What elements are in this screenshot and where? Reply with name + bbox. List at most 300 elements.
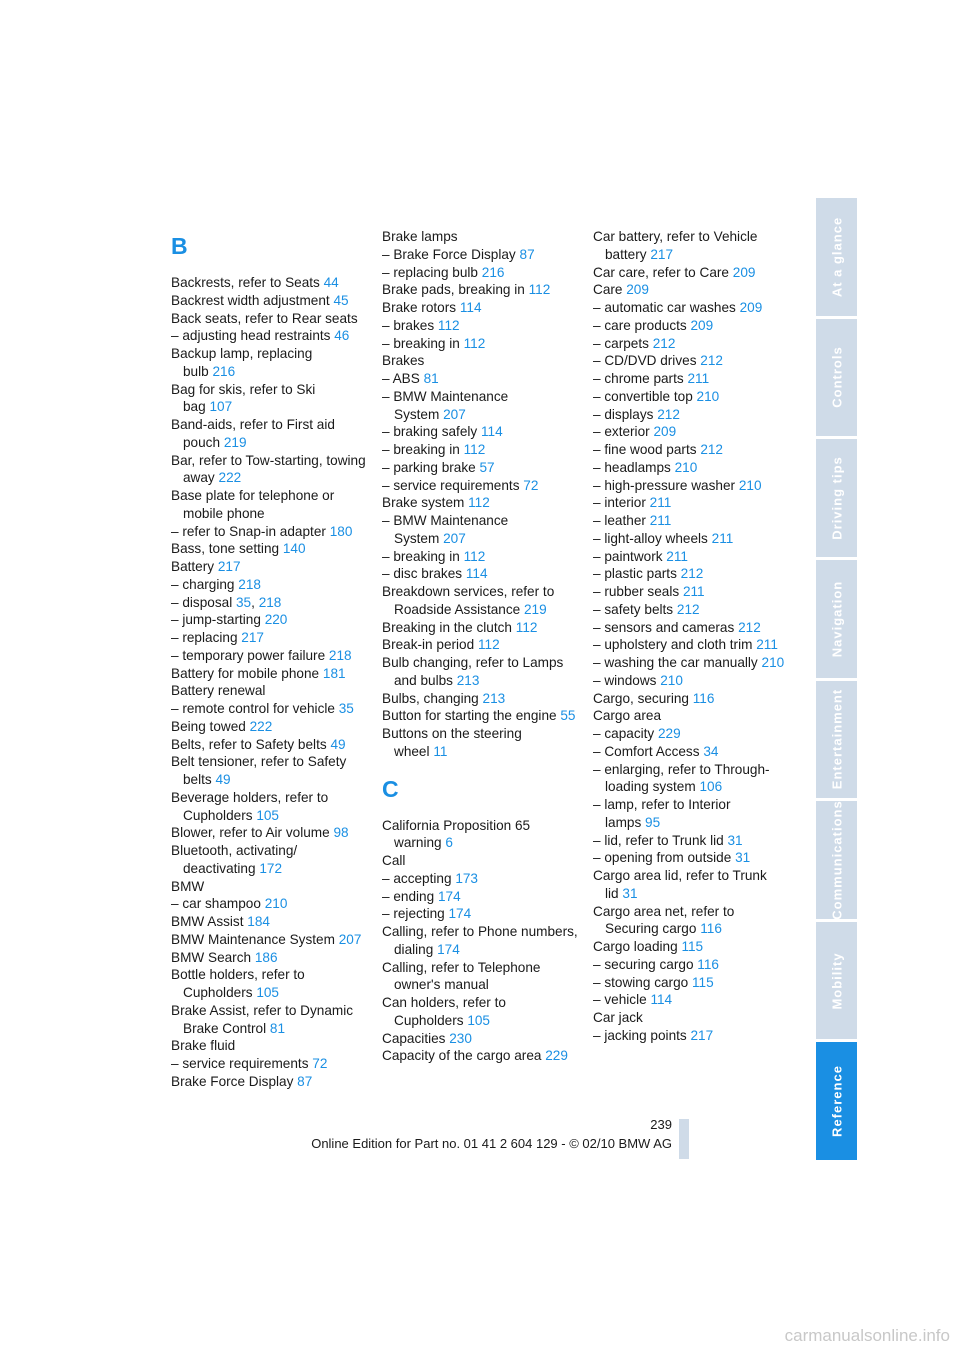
page-reference-link[interactable]: 218 bbox=[258, 594, 282, 610]
page-reference-link[interactable]: 81 bbox=[269, 1020, 286, 1036]
index-entry-text: – adjusting head restraints bbox=[171, 328, 331, 344]
page-reference-link[interactable]: 217 bbox=[650, 246, 674, 262]
page-reference-link[interactable]: 106 bbox=[699, 779, 723, 795]
index-entry-text: Cargo area net, refer to Securing cargo bbox=[593, 903, 735, 937]
index-entry-text: Cargo area lid, refer to Trunk lid bbox=[593, 868, 767, 901]
index-column-1 bbox=[171, 228, 367, 1091]
index-entry-text: Call bbox=[382, 853, 406, 868]
index-entry-text: – charging bbox=[171, 576, 235, 592]
page-reference-link[interactable]: 172 bbox=[259, 860, 283, 876]
page-reference-link[interactable]: 105 bbox=[256, 807, 279, 823]
page-reference-link[interactable]: 212 bbox=[680, 566, 704, 582]
index-entry bbox=[171, 611, 367, 629]
page-reference-link[interactable]: 112 bbox=[463, 442, 486, 457]
index-column-2 bbox=[382, 228, 578, 1065]
index-entry bbox=[593, 1009, 789, 1027]
page-reference-link[interactable]: 87 bbox=[297, 1073, 313, 1089]
index-entry-text: – headlamps bbox=[593, 459, 671, 475]
index-entry bbox=[382, 565, 578, 583]
index-entry-text: Belt tensioner, refer to Safety belts bbox=[171, 754, 347, 787]
index-entry-text: Band-aids, refer to First aid pouch bbox=[171, 417, 335, 450]
index-entry-text: – light-alloy wheels bbox=[593, 530, 708, 546]
page-reference-link[interactable]: 212 bbox=[652, 335, 676, 351]
page-reference-link[interactable]: 217 bbox=[690, 1027, 714, 1043]
page-reference-link[interactable]: 49 bbox=[215, 772, 231, 787]
page-reference-link[interactable]: 114 bbox=[650, 992, 673, 1008]
index-entry-text: Brake system bbox=[382, 495, 465, 511]
page-reference-link[interactable]: 229 bbox=[658, 726, 681, 741]
index-entry bbox=[171, 1037, 367, 1055]
index-entry-text: – disc brakes bbox=[382, 566, 463, 582]
sidebar-tab-driving-tips[interactable] bbox=[816, 439, 857, 557]
sidebar-tab-label: Driving tips bbox=[829, 456, 844, 540]
index-entry bbox=[593, 264, 789, 282]
index-entry bbox=[593, 335, 789, 353]
page-reference-link[interactable]: 210 bbox=[761, 655, 785, 670]
index-entry bbox=[171, 576, 367, 594]
page-reference-link[interactable]: 112 bbox=[515, 619, 538, 635]
index-entry bbox=[593, 672, 789, 690]
index-entry-text: – carpets bbox=[593, 335, 649, 351]
page-reference-link[interactable]: 55 bbox=[560, 708, 576, 724]
index-entry bbox=[171, 523, 367, 541]
index-entry-text: Calling, refer to Phone numbers, dialing bbox=[382, 924, 578, 957]
index-entry-text: – capacity bbox=[593, 726, 655, 741]
index-entry-text: – sensors and cameras bbox=[593, 619, 735, 635]
sidebar-tab-label: Mobility bbox=[829, 952, 844, 1010]
index-entry-text: – replacing bulb bbox=[382, 264, 478, 280]
page-reference-link[interactable]: 184 bbox=[247, 914, 270, 929]
sidebar-tab-communications[interactable] bbox=[816, 801, 857, 919]
page-reference-link[interactable]: 174 bbox=[448, 906, 472, 922]
page-reference-link[interactable]: 209 bbox=[732, 264, 756, 280]
index-entry-text: – stowing cargo bbox=[593, 974, 689, 990]
index-entry bbox=[382, 923, 578, 959]
index-entry-text: Can holders, refer to Cupholders bbox=[382, 995, 506, 1028]
index-entry bbox=[593, 707, 789, 725]
index-entry bbox=[382, 299, 578, 317]
page-reference-link[interactable]: 116 bbox=[700, 921, 722, 937]
index-entry-text: Bar, refer to Tow-starting, towing away bbox=[171, 452, 366, 486]
page-reference-link[interactable]: 57 bbox=[479, 459, 495, 475]
page-number: 239 bbox=[650, 1117, 672, 1132]
index-entry bbox=[382, 852, 578, 870]
index-entry bbox=[382, 388, 578, 424]
page-reference-link[interactable]: 210 bbox=[264, 896, 288, 912]
index-entry bbox=[593, 725, 789, 743]
page-reference-link[interactable]: 72 bbox=[523, 477, 539, 493]
index-entry bbox=[382, 317, 578, 335]
index-entry bbox=[593, 512, 789, 530]
page-reference-link[interactable]: 44 bbox=[323, 275, 339, 290]
page-reference-link[interactable]: 216 bbox=[481, 264, 505, 280]
index-entry bbox=[382, 459, 578, 477]
page-reference-link[interactable]: 95 bbox=[645, 814, 661, 830]
index-entry bbox=[382, 228, 578, 246]
page-reference-link[interactable]: 81 bbox=[423, 371, 439, 386]
index-entry-text: – disposal bbox=[171, 594, 233, 610]
sidebar-tab-navigation[interactable] bbox=[816, 560, 857, 678]
index-entry-text: – automatic car washes bbox=[593, 300, 736, 315]
index-entry-text: – opening from outside bbox=[593, 850, 732, 866]
index-entry bbox=[382, 352, 578, 370]
index-entry-text: Bulb changing, refer to Lamps and bulbs bbox=[382, 655, 564, 688]
page-reference-link[interactable]: 230 bbox=[449, 1030, 472, 1046]
page-reference-link[interactable]: 212 bbox=[738, 619, 761, 635]
page-reference-link[interactable]: 6 bbox=[445, 835, 453, 851]
index-entry bbox=[382, 690, 578, 708]
page-reference-link[interactable]: 209 bbox=[739, 300, 763, 315]
index-entry bbox=[593, 991, 789, 1009]
index-entry bbox=[171, 753, 367, 789]
page-reference-link[interactable]: 217 bbox=[217, 559, 241, 574]
index-entry bbox=[593, 583, 789, 601]
page-reference-link[interactable]: 210 bbox=[674, 459, 698, 475]
page-reference-link[interactable]: 174 bbox=[437, 888, 461, 904]
sidebar-tab-reference[interactable] bbox=[816, 1042, 857, 1160]
index-entry-text: – washing the car manually bbox=[593, 655, 758, 670]
index-entry-text: Breaking in the clutch bbox=[382, 619, 512, 635]
index-entry-text: – Brake Force Display bbox=[382, 246, 516, 262]
index-entry-text: – plastic parts bbox=[593, 566, 677, 582]
index-entry bbox=[382, 246, 578, 264]
index-entry-text: BMW bbox=[171, 878, 205, 894]
page-reference-link[interactable]: 222 bbox=[218, 470, 242, 486]
index-entry bbox=[382, 817, 578, 853]
page-reference-link[interactable]: 212 bbox=[700, 353, 723, 369]
index-entry-text: Brake Assist, refer to Dynamic Brake Control bbox=[171, 1002, 354, 1036]
index-entry bbox=[382, 264, 578, 282]
index-entry bbox=[593, 548, 789, 566]
index-entry-text: Buttons on the steering wheel bbox=[382, 726, 522, 759]
page-reference-link[interactable]: 173 bbox=[455, 870, 478, 886]
page-reference-link[interactable]: 174 bbox=[437, 941, 460, 957]
index-entry-text: Being towed bbox=[171, 718, 246, 734]
index-entry bbox=[382, 905, 578, 923]
index-entry bbox=[593, 370, 789, 388]
index-entry-text: – brakes bbox=[382, 317, 435, 333]
index-entry-text: – safety belts bbox=[593, 601, 674, 617]
index-entry-text: Back seats, refer to Rear seats bbox=[171, 310, 358, 326]
index-entry-text: BMW Maintenance System bbox=[171, 931, 335, 947]
index-entry bbox=[593, 317, 789, 335]
index-entry bbox=[171, 665, 367, 683]
page-reference-link[interactable]: 114 bbox=[459, 300, 482, 315]
index-entry bbox=[171, 682, 367, 700]
index-entry-text: Battery renewal bbox=[171, 683, 266, 699]
page-reference-link[interactable]: 31 bbox=[622, 885, 638, 901]
index-entry-text: Blower, refer to Air volume bbox=[171, 825, 330, 841]
sidebar-tab-label: Communications bbox=[829, 800, 844, 920]
sidebar-tab-label: Entertainment bbox=[829, 689, 844, 790]
index-entry bbox=[593, 565, 789, 583]
index-entry bbox=[382, 1047, 578, 1065]
page-reference-link[interactable]: 87 bbox=[519, 246, 535, 262]
index-entry-text: – temporary power failure bbox=[171, 647, 326, 663]
index-entry bbox=[171, 416, 367, 452]
page-reference-link[interactable]: 116 bbox=[692, 690, 715, 706]
page-reference-link[interactable]: 107 bbox=[209, 399, 233, 415]
index-entry bbox=[593, 494, 789, 512]
index-entry bbox=[171, 345, 367, 381]
page-reference-link[interactable]: 213 bbox=[456, 672, 480, 688]
page-reference-link[interactable]: 217 bbox=[241, 630, 264, 645]
page-reference-link[interactable]: 112 bbox=[477, 637, 500, 653]
page-reference-link[interactable]: 211 bbox=[682, 584, 705, 599]
index-entry bbox=[593, 938, 789, 956]
page-reference-link[interactable]: 34 bbox=[703, 743, 719, 759]
index-entry bbox=[171, 1055, 367, 1073]
sidebar-tab-label: Controls bbox=[829, 346, 844, 409]
index-entry-text: Brakes bbox=[382, 353, 425, 369]
index-entry-text: – displays bbox=[593, 406, 654, 422]
index-entry bbox=[171, 487, 367, 523]
index-entry-text: – windows bbox=[593, 672, 657, 688]
index-entry bbox=[171, 558, 367, 576]
page-reference-link[interactable]: 211 bbox=[649, 495, 672, 511]
page-marker-bar bbox=[679, 1119, 689, 1159]
index-entry bbox=[382, 888, 578, 906]
page-reference-link[interactable]: 211 bbox=[756, 637, 778, 653]
page-reference-link[interactable]: 112 bbox=[528, 282, 551, 298]
index-entry-text: – jump-starting bbox=[171, 612, 261, 628]
page-reference-link[interactable]: 112 bbox=[463, 335, 486, 351]
page-reference-link[interactable]: 211 bbox=[649, 513, 672, 528]
index-entry bbox=[593, 832, 789, 850]
index-entry-text: – enlarging, refer to Through- loading system bbox=[593, 761, 770, 795]
index-entry bbox=[593, 441, 789, 459]
page-reference-link[interactable]: 112 bbox=[468, 495, 490, 511]
index-entry-text: – upholstery and cloth trim bbox=[593, 637, 753, 653]
page-reference-link[interactable]: 210 bbox=[660, 672, 683, 688]
index-entry-text: BMW Search bbox=[171, 949, 252, 965]
page-reference-link[interactable]: 11 bbox=[433, 743, 448, 759]
index-entry bbox=[382, 636, 578, 654]
index-entry-text: – braking safely bbox=[382, 424, 478, 440]
page-reference-link[interactable]: 115 bbox=[692, 974, 714, 990]
index-entry bbox=[593, 743, 789, 761]
index-entry bbox=[382, 619, 578, 637]
index-entry bbox=[593, 619, 789, 637]
sidebar-tab-label: At a glance bbox=[829, 216, 844, 297]
index-entry-text: – jacking points bbox=[593, 1027, 687, 1043]
page-reference-link[interactable]: 114 bbox=[481, 424, 503, 440]
index-entry bbox=[593, 867, 789, 903]
index-entry bbox=[382, 1030, 578, 1048]
index-entry-text: – exterior bbox=[593, 424, 650, 440]
page-reference-link[interactable]: 213 bbox=[482, 690, 506, 706]
index-entry-text: Break-in period bbox=[382, 637, 475, 653]
index-entry-text: – lid, refer to Trunk lid bbox=[593, 832, 724, 848]
page-reference-link[interactable]: 186 bbox=[254, 949, 278, 965]
index-entry-text: – BMW Maintenance System bbox=[382, 513, 509, 546]
page-reference-link[interactable]: 72 bbox=[312, 1056, 328, 1071]
index-entry-text: Cargo loading bbox=[593, 939, 678, 954]
index-entry bbox=[593, 228, 789, 264]
page-reference-link[interactable]: 212 bbox=[676, 601, 700, 617]
index-entry bbox=[171, 540, 367, 558]
page-reference-link[interactable]: 98 bbox=[333, 825, 349, 841]
page-reference-link[interactable]: 105 bbox=[256, 985, 279, 1000]
index-entry-text: Bag for skis, refer to Ski bag bbox=[171, 381, 316, 415]
index-entry-text: Brake fluid bbox=[171, 1038, 236, 1054]
index-entry-text: Base plate for telephone or mobile phone bbox=[171, 488, 335, 521]
sidebar-tab-mobility[interactable] bbox=[816, 922, 857, 1040]
index-entry-text: – car shampoo bbox=[171, 896, 261, 912]
index-letter-heading: B bbox=[171, 233, 188, 259]
page-reference-link[interactable]: 207 bbox=[338, 931, 362, 947]
page-reference-link[interactable]: 46 bbox=[334, 328, 350, 344]
index-entry-text: Beverage holders, refer to Cupholders bbox=[171, 789, 329, 823]
index-entry bbox=[593, 761, 789, 797]
page-reference-link[interactable]: 229 bbox=[545, 1048, 568, 1064]
index-entry bbox=[171, 718, 367, 736]
page-reference-link[interactable]: 209 bbox=[690, 317, 714, 333]
index-entry-text: – breaking in bbox=[382, 335, 460, 351]
sidebar-tab-entertainment[interactable] bbox=[816, 681, 857, 799]
page-reference-link[interactable]: 212 bbox=[657, 406, 680, 422]
index-entry bbox=[171, 1002, 367, 1038]
page-reference-link[interactable]: 116 bbox=[697, 956, 719, 972]
page-reference-link[interactable]: 210 bbox=[738, 477, 762, 493]
index-entry bbox=[171, 789, 367, 825]
index-entry bbox=[171, 327, 367, 345]
index-entry bbox=[171, 452, 367, 488]
page-reference-link[interactable]: 49 bbox=[330, 736, 346, 752]
index-entry bbox=[382, 548, 578, 566]
index-entry bbox=[593, 423, 789, 441]
index-entry bbox=[593, 459, 789, 477]
index-entry-text: Capacities bbox=[382, 1030, 446, 1046]
page-reference-link[interactable]: 212 bbox=[700, 442, 723, 457]
page-reference-link[interactable]: 210 bbox=[696, 388, 720, 404]
page-reference-link[interactable]: 218 bbox=[238, 576, 261, 592]
page-reference-link[interactable]: 35 bbox=[236, 594, 252, 610]
index-entry-text: Bottle holders, refer to Cupholders bbox=[171, 967, 305, 1000]
index-entry-text: – paintwork bbox=[593, 548, 663, 564]
page-reference-link[interactable]: 220 bbox=[264, 612, 288, 628]
page-reference-link[interactable]: 105 bbox=[467, 1012, 490, 1028]
index-entry-text: Brake pads, breaking in bbox=[382, 282, 525, 298]
page-reference-link[interactable]: 45 bbox=[333, 292, 349, 308]
page-reference-link[interactable]: 219 bbox=[523, 601, 547, 617]
index-entry-text: Capacity of the cargo area bbox=[382, 1048, 542, 1064]
index-entry bbox=[593, 388, 789, 406]
index-entry-text: – parking brake bbox=[382, 459, 476, 475]
index-entry bbox=[171, 736, 367, 754]
index-entry-text: – remote control for vehicle bbox=[171, 701, 335, 716]
index-entry-text: Cargo, securing bbox=[593, 690, 689, 706]
index-entry-text: – securing cargo bbox=[593, 956, 694, 972]
index-entry bbox=[171, 700, 367, 718]
page-reference-link[interactable]: 211 bbox=[687, 371, 710, 386]
page-reference-link[interactable]: 181 bbox=[322, 665, 346, 681]
index-entry bbox=[171, 647, 367, 665]
index-entry-text: Brake rotors bbox=[382, 300, 457, 315]
index-entry bbox=[593, 654, 789, 672]
index-entry bbox=[593, 530, 789, 548]
index-entry bbox=[593, 477, 789, 495]
index-entry-text: – fine wood parts bbox=[593, 442, 697, 457]
index-entry bbox=[593, 974, 789, 992]
index-entry bbox=[382, 654, 578, 690]
section-sidebar bbox=[816, 198, 857, 1160]
page-reference-link[interactable]: 114 bbox=[465, 566, 488, 582]
sidebar-tab-controls[interactable] bbox=[816, 319, 857, 437]
page-reference-link[interactable]: 112 bbox=[437, 317, 460, 333]
page-reference-link[interactable]: 207 bbox=[443, 530, 466, 546]
page-reference-link[interactable]: 218 bbox=[328, 647, 352, 663]
page-reference-link[interactable]: 180 bbox=[329, 523, 353, 539]
page-reference-link[interactable]: 112 bbox=[463, 548, 486, 564]
index-entry-text: Calling, refer to Telephone owner's manual bbox=[382, 959, 541, 993]
index-entry-text: – service requirements bbox=[382, 477, 520, 493]
page-reference-link[interactable]: 211 bbox=[711, 530, 734, 546]
index-entry bbox=[382, 370, 578, 388]
page-reference-link[interactable]: 209 bbox=[653, 424, 677, 440]
sidebar-tab-label: Navigation bbox=[829, 580, 844, 657]
page-reference-link[interactable]: 216 bbox=[212, 363, 236, 379]
page-reference-link[interactable]: 31 bbox=[735, 850, 751, 866]
index-entry-text: – leather bbox=[593, 513, 646, 528]
index-entry-text: Bass, tone setting bbox=[171, 541, 280, 557]
index-entry-text: Car care, refer to Care bbox=[593, 264, 729, 280]
index-entry-text: – convertible top bbox=[593, 388, 693, 404]
index-entry-text: Backrests, refer to Seats bbox=[171, 275, 320, 290]
index-entry-text: – vehicle bbox=[593, 992, 647, 1008]
page-reference-link[interactable]: 115 bbox=[681, 939, 704, 954]
page-reference-link[interactable]: 222 bbox=[249, 718, 273, 734]
index-entry bbox=[171, 966, 367, 1002]
index-entry-text: Belts, refer to Safety belts bbox=[171, 736, 327, 752]
sidebar-tab-at-a-glance[interactable] bbox=[816, 198, 857, 316]
watermark: carmanualsonline.info bbox=[784, 1326, 950, 1345]
index-entry-text: – breaking in bbox=[382, 548, 460, 564]
index-entry-text: – rejecting bbox=[382, 906, 445, 922]
index-entry-text: Backup lamp, replacing bulb bbox=[171, 346, 313, 379]
index-entry-text: – care products bbox=[593, 317, 687, 333]
index-entry bbox=[171, 842, 367, 878]
index-entry bbox=[382, 441, 578, 459]
footer-edition-note: Online Edition for Part no. 01 41 2 604 129 - © 02/10 BMW AG bbox=[311, 1136, 672, 1151]
index-entry-text: – Comfort Access bbox=[593, 743, 700, 759]
index-entry bbox=[593, 690, 789, 708]
index-entry bbox=[171, 913, 367, 931]
page-reference-link[interactable]: 207 bbox=[443, 406, 466, 422]
index-entry-text: Car battery, refer to Vehicle battery bbox=[593, 229, 758, 262]
index-entry bbox=[171, 824, 367, 842]
page-reference-link[interactable]: 35 bbox=[338, 701, 354, 716]
index-entry bbox=[593, 903, 789, 939]
index-entry bbox=[593, 601, 789, 619]
index-entry bbox=[593, 281, 789, 299]
page-reference-link[interactable]: 211 bbox=[666, 548, 688, 564]
index-entry bbox=[382, 725, 578, 761]
index-entry bbox=[593, 352, 789, 370]
page-reference-link[interactable]: 140 bbox=[282, 541, 306, 557]
index-entry-text: – breaking in bbox=[382, 442, 460, 457]
index-entry bbox=[593, 796, 789, 832]
index-entry bbox=[593, 1027, 789, 1045]
page-reference-link[interactable]: 31 bbox=[727, 832, 743, 848]
index-entry-text: – CD/DVD drives bbox=[593, 353, 697, 369]
page-reference-link[interactable]: 209 bbox=[626, 282, 649, 298]
sidebar-tab-label: Reference bbox=[829, 1065, 844, 1138]
index-entry-text: Battery for mobile phone bbox=[171, 665, 320, 681]
index-column-3 bbox=[593, 228, 789, 1045]
page-reference-link[interactable]: 219 bbox=[223, 434, 247, 450]
index-entry-text: – ending bbox=[382, 888, 435, 904]
